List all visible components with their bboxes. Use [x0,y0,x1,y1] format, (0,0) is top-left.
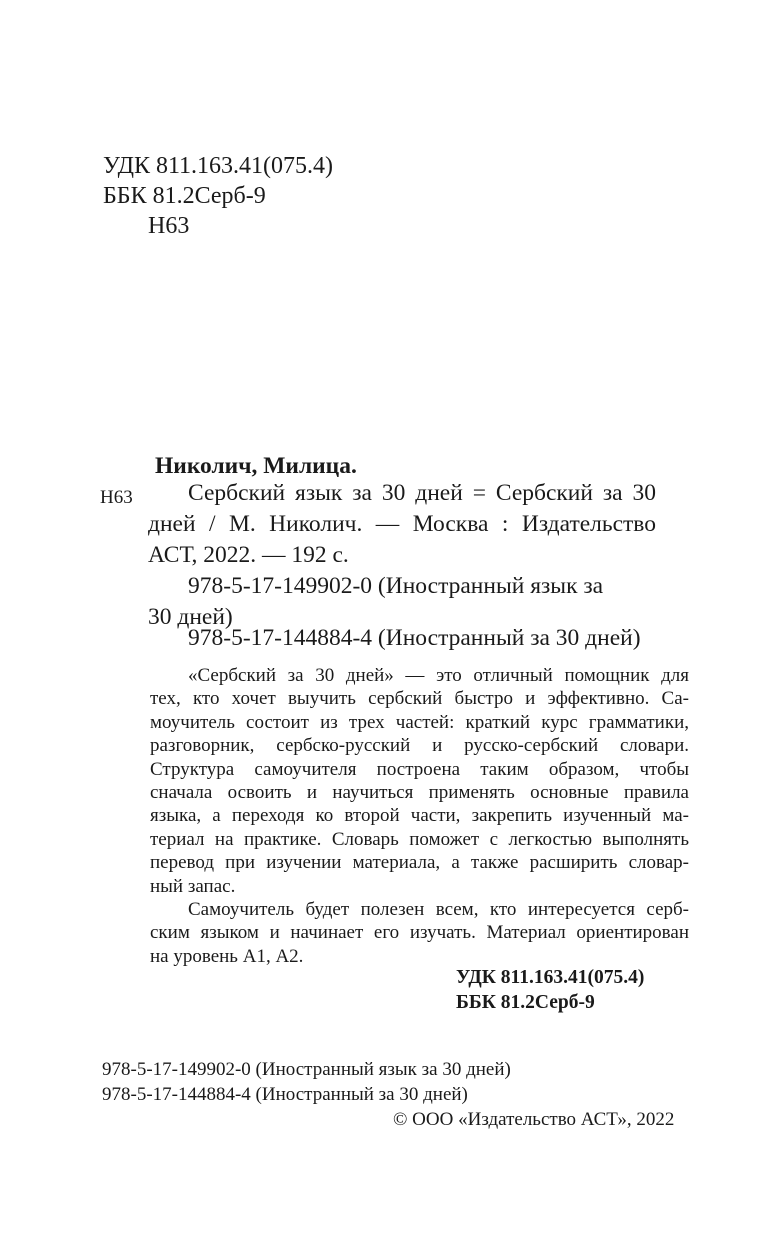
footer-isbn-1: 978-5-17-149902-0 (Иностранный язык за 30 дней) [102,1059,511,1080]
annotation-line: перевод при изучении материала, а также расширить словар- [150,852,689,873]
record-sign: Н63 [100,487,133,508]
title-line-1: Сербский язык за 30 дней = Сербский за 30 [188,480,656,506]
annotation-line: ный запас. [150,876,236,897]
classification-udk: УДК 811.163.41(075.4) [456,967,645,988]
title-line-2: дней / М. Николич. — Москва : Издательство [148,511,656,537]
annotation-line: Самоучитель будет полезен всем, кто интересуется серб- [188,899,689,920]
header-udk: УДК 811.163.41(075.4) [103,153,334,179]
annotation-line: языка, а переходя ко второй части, закрепить изученный ма- [150,805,689,826]
annotation-line: на уровень А1, А2. [150,946,304,967]
author-name: Николич, Милица. [155,453,357,479]
annotation-line: тех, кто хочет выучить сербский быстро и эффективно. Са- [150,688,689,709]
isbn-line-2: 30 дней) [148,604,233,630]
isbn-line-3: 978-5-17-144884-4 (Иностранный за 30 дней) [188,625,641,651]
annotation-line: Структура самоучителя построена таким образом, чтобы [150,759,689,780]
annotation-line: разговорник, сербско-русский и русско-сербский словари. [150,735,689,756]
annotation-line: моучитель состоит из трех частей: краткий курс грамматики, [150,712,689,733]
annotation-line: териал на практике. Словарь поможет с легкостью выполнять [150,829,689,850]
annotation-line: сначала освоить и научиться применять основные правила [150,782,689,803]
header-author-sign: Н63 [148,213,190,239]
header-bbk: ББК 81.2Серб-9 [103,183,266,209]
copyright: © ООО «Издательство АСТ», 2022 [393,1109,675,1130]
title-line-3: АСТ, 2022. — 192 с. [148,542,349,568]
footer-isbn-2: 978-5-17-144884-4 (Иностранный за 30 дней) [102,1084,468,1105]
isbn-line-1: 978-5-17-149902-0 (Иностранный язык за [188,573,604,599]
annotation-line: «Сербский за 30 дней» — это отличный помощник для [188,665,689,686]
annotation-line: ским языком и начинает его изучать. Материал ориентирован [150,922,689,943]
classification-bbk: ББК 81.2Серб-9 [456,992,595,1013]
